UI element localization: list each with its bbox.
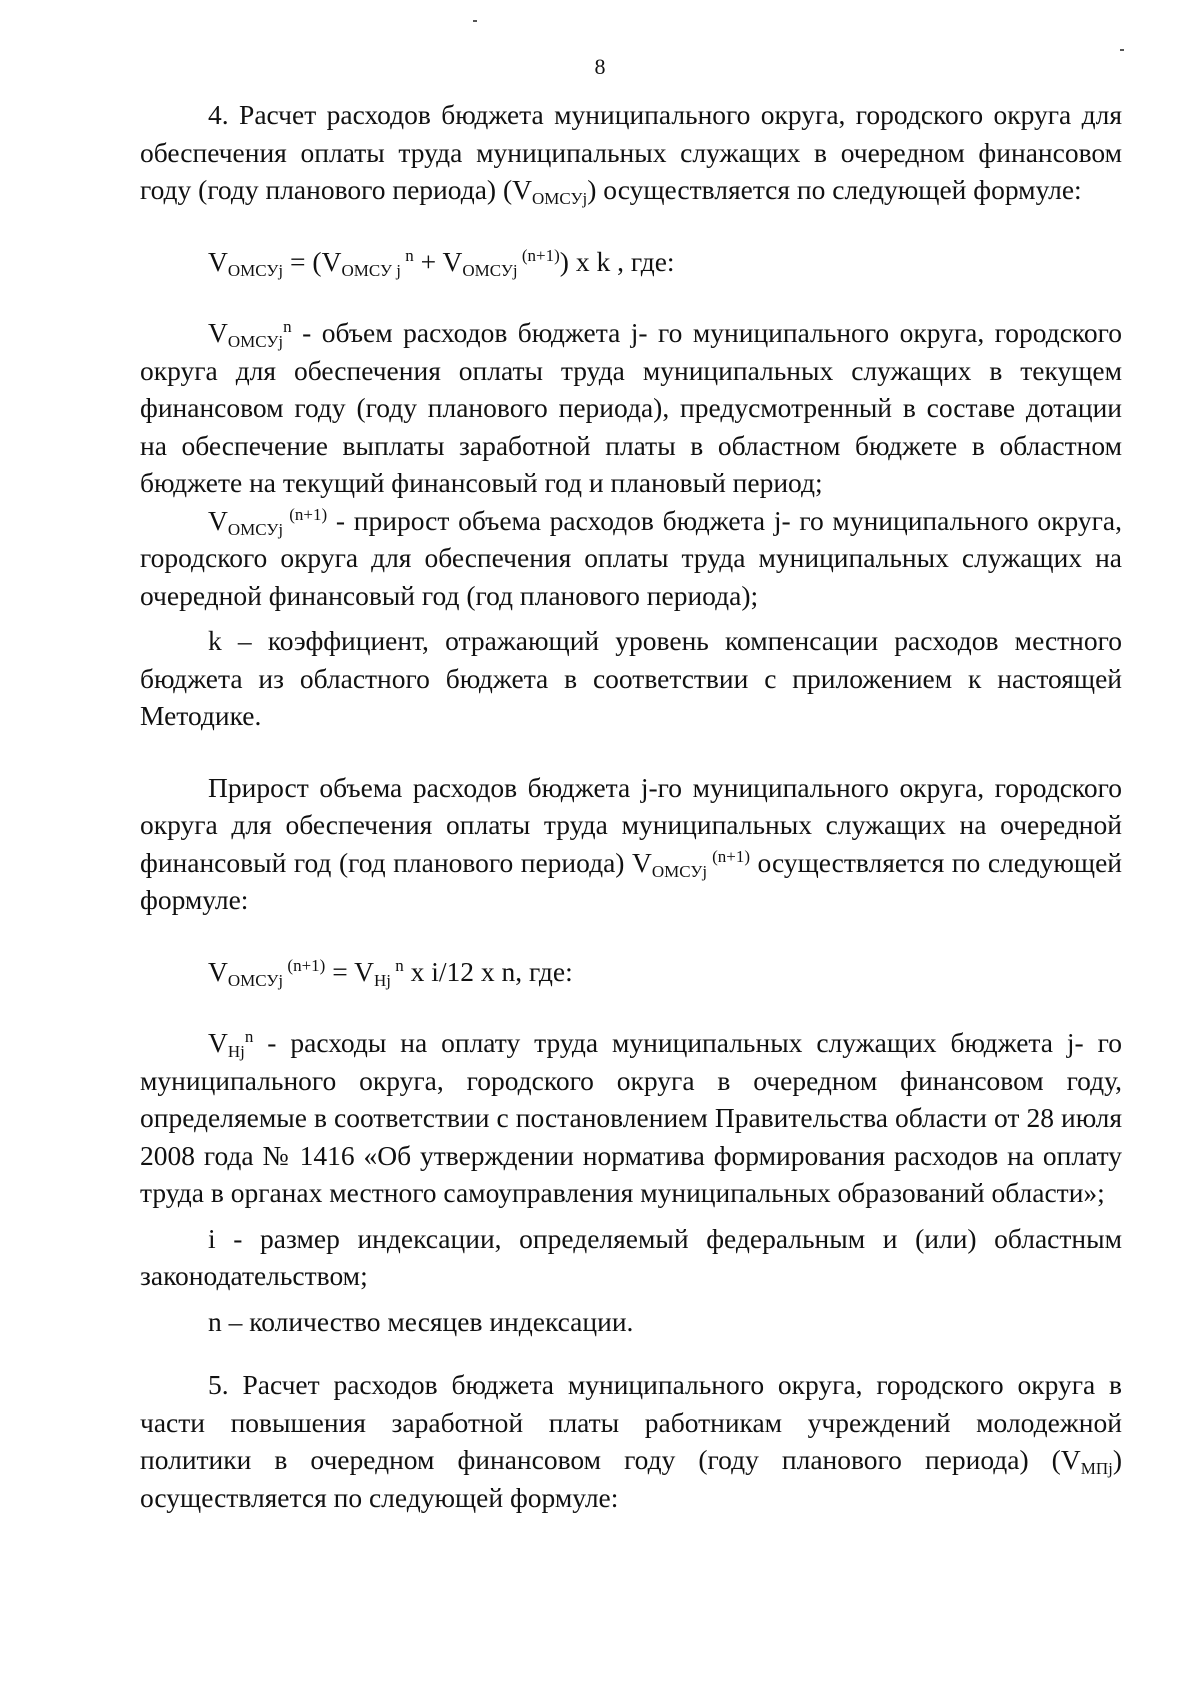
definition-k: k – коэффициент, отражающий уровень компенсации расходов местного бюджета из областного бюджета в соответствии с приложением к настоящей Методике. [140,625,1122,731]
scan-speck [1120,49,1124,51]
page-number: 8 [594,54,606,79]
definition-vomsu-n: $V_{ОМСУj}^n$ - объем расходов бюджета j- го муниципального округа, городского округа для обеспечения оплаты труда муниципальных служащих в текущем финансовом году (году планового периода), предусмотренный в составе дотации на обеспечение выплаты заработной платы в областном бюджете в областном бюджете на текущий финансовый год и плановый период; [140,317,1122,498]
section-5-intro: 5. Расчет расходов бюджета муниципального округа, городского округа в части повышения заработной платы работникам учреждений молодежной политики в очередном финансовом году (году планового периода) $(V_{МПj})$ осуществляется по следующей формуле: [140,1369,1122,1513]
section-4-intro: 4. Расчет расходов бюджета муниципального округа, городского округа для обеспечения оплаты труда муниципальных служащих в очередном финансовом году (году планового периода) $(V_{ОМСУj})$ осуществляется по следующей формуле: [140,99,1122,208]
definition-i: i - размер индексации, определяемый федеральным и (или) областным законодательством; [140,1222,1122,1291]
formula-2: $V_{ОМСУj}$ $^{(n+1)} = V_{Hj}$ $^n$ x i/12 x n, где: [208,955,573,990]
definition-n: n – количество месяцев индексации. [208,1305,634,1337]
formula-1: $V_{ОМСУj} = (V_{ОМСУ j}$ $^n + V_{ОМСУj}$ $^{(n+1)}$) x k , где: [208,245,675,280]
growth-paragraph: Прирост объема расходов бюджета j-го муниципального округа, городского округа для обеспечения оплаты труда муниципальных служащих на очередной финансовый год (год планового периода) $V_{ОМСУj}$ $^{(n+1)}$ осуществляется по следующей формуле: [140,771,1122,915]
document-body [140,96,1122,1516]
definition-vomsu-n1: $V_{ОМСУj}$ $^{(n+1)}$ - прирост объема расходов бюджета j- го муниципального округа, городского округа для обеспечения оплаты труда муниципальных служащих на очередной финансовый год (год планового периода); [140,504,1122,611]
definition-vhj-n: $V_{Hj}^n$ - расходы на оплату труда муниципальных служащих бюджета j- го муниципального округа, городского округа в очередном финансовом году, определяемые в соответствии с постановлением Правительства области от 28 июля 2008 года № 1416 «Об утверждении норматива формирования расходов на оплату труда в органах местного самоуправления муниципальных образований области»; [140,1027,1122,1208]
scan-speck [473,20,477,22]
